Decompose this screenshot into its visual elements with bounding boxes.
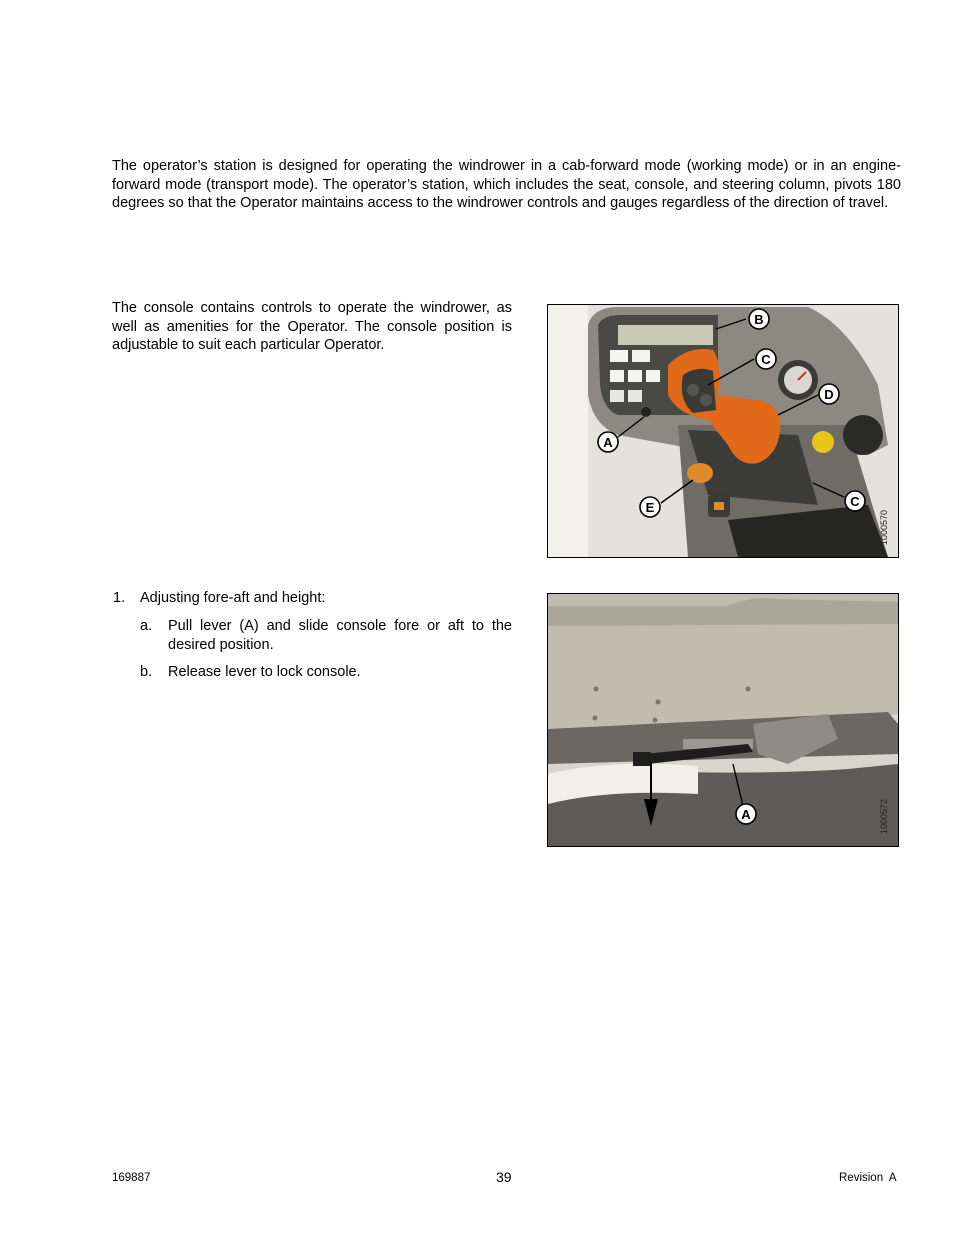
callout-d [819, 384, 839, 404]
step-a-label: a. [140, 618, 153, 634]
step-b-label: b. [140, 664, 153, 680]
console-lever-figure [547, 593, 899, 847]
step-1-text: Adjusting fore-aft and height: [140, 590, 326, 606]
intro-paragraph: The operator’s station is designed for operating the windrower in a cab-forward mode (working mode) or in an engine-forward mode (transport mode). The operator’s station, which includes the seat, console, and steering column, pivots 180 degrees so that the Operator maintains access to the windrower controls and gauges regardless of the direction of travel. [112, 158, 901, 211]
svg-text:A: A [741, 807, 751, 822]
callout-c-lower [845, 491, 865, 511]
svg-text:C: C [761, 352, 771, 367]
step-b-text: Release lever to lock console. [168, 664, 361, 680]
svg-text:D: D [824, 387, 834, 402]
lever-illustration [548, 594, 898, 846]
callout-a [598, 432, 618, 452]
callout-e [640, 497, 660, 517]
step-a-text: Pull lever (A) and slide console fore or aft to the desired position. [168, 618, 512, 653]
figure-id-1000570: 1000570 [879, 509, 889, 545]
console-controls-figure [547, 304, 899, 558]
svg-text:A: A [603, 435, 613, 450]
svg-text:B: B [754, 312, 764, 327]
step-1-number: 1. [113, 590, 126, 606]
callout-a-lever [736, 804, 756, 824]
footer-page-number: 39 [496, 1169, 512, 1185]
footer-revision: Revision A [839, 1172, 897, 1184]
callout-c-upper [756, 349, 776, 369]
figure-id-1000572: 1000572 [879, 798, 889, 834]
console-paragraph: The console contains controls to operate the windrower, as well as amenities for the Operator. The console position is adjustable to suit each particular Operator. [112, 300, 512, 353]
footer-doc-number: 169887 [112, 1172, 151, 1184]
svg-text:E: E [645, 500, 655, 515]
callout-b [749, 309, 769, 329]
console-illustration [548, 305, 898, 557]
svg-text:C: C [850, 494, 860, 509]
